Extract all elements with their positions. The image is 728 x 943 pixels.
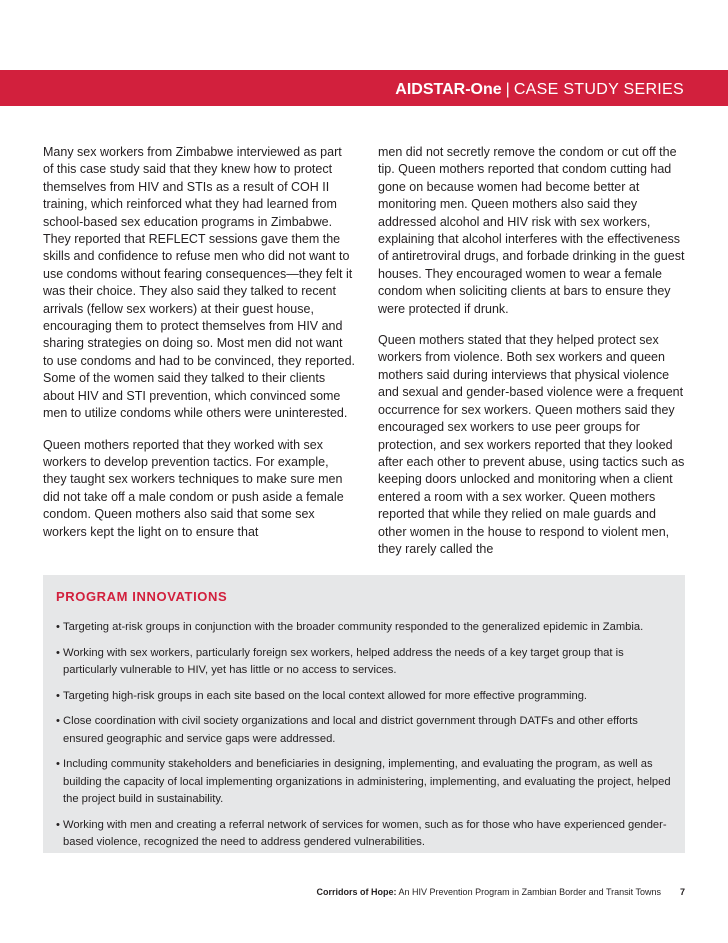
- bullet-icon: •: [56, 715, 60, 727]
- page-number: 7: [680, 887, 686, 897]
- brand-name: AIDSTAR-One: [395, 81, 502, 98]
- series-name: CASE STUDY SERIES: [513, 81, 684, 98]
- paragraph: Queen mothers stated that they helped protect sex workers from violence. Both sex workers and queen mothers said during interviews that physical violence and sexual and gender-based violence were a frequent occurrence for sex workers. Queen mothers said they encouraged sex workers to use peer groups for protection, and sex workers reported that they looked after each other to prevent abuse, using tactics such as keeping doors unlocked and monitoring when a client entered a room with a sex worker. Queen mothers reported that while they relied on male guards and other women in the house to respond to violent men, they rarely called the: [378, 333, 685, 556]
- bullet-icon: •: [56, 689, 60, 702]
- bullet-icon: •: [56, 646, 60, 659]
- footer-subtitle: An HIV Prevention Program in Zambian Border and Transit Towns: [398, 887, 661, 897]
- paragraph: Queen mothers reported that they worked with sex workers to develop prevention tactics. For example, they taught sex workers techniques to make sure men did not take off a male condom or push aside a female condom. Queen mothers also said that some sex workers kept the light on to ensure that: [43, 437, 344, 539]
- list-item: [56, 817, 678, 852]
- list-item: [56, 619, 678, 637]
- header-band: [0, 70, 728, 106]
- bullet-icon: •: [56, 818, 60, 831]
- list-item: [56, 688, 678, 706]
- right-column: [378, 144, 686, 572]
- footer: [317, 887, 661, 897]
- footer-title: Corridors of Hope:: [316, 887, 397, 897]
- list-item-text: Close coordination with civil society organizations and local and district government through DATFs and other efforts ensured geographic and service gaps were addressed.: [63, 715, 638, 745]
- program-innovations-box: [43, 575, 685, 853]
- list-item: [56, 713, 678, 748]
- innovations-list: [56, 619, 678, 860]
- list-item-text: Including community stakeholders and beneficiaries in designing, implementing, and evaluating the program, as well as building the capacity of local implementing organizations in administering, implementing, and evaluating the project, helped the project build in sustainability.: [63, 758, 671, 805]
- paragraph: men did not secretly remove the condom or cut off the tip. Queen mothers reported that condom cutting had gone on because women had become better at monitoring men. Queen mothers also said they addressed alcohol and HIV risk with sex workers, explaining that alcohol interferes with the effectiveness of antiretroviral drugs, and forbade drinking in the guest houses. They encouraged women to wear a female condom when soliciting clients at bars to ensure they were protected if drunk.: [378, 145, 685, 316]
- list-item: [56, 645, 678, 680]
- paragraph: Many sex workers from Zimbabwe interviewed as part of this case study said that they knew how to protect themselves from HIV and STIs as a result of COH II training, which reinforced what they had learned from school-based sex education programs in Zimbabwe. They reported that REFLECT sessions gave them the skills and confidence to refuse men who did not want to use condoms without fearing consequences—they felt it was their choice. They also said they talked to recent arrivals (fellow sex workers) at their guest house, encouraging them to protect themselves from HIV and sharing strategies on doing so. Most men did not want to use condoms and had to be convinced, they reported. Some of the women said they talked to their clients about HIV and STI prevention, which convinced some men to utilize condoms while others were uninterested.: [43, 145, 356, 421]
- list-item-text: Targeting high-risk groups in each site based on the local context allowed for more effective programming.: [63, 689, 588, 702]
- header-separator: |: [505, 81, 510, 98]
- bullet-icon: •: [56, 758, 60, 770]
- bullet-icon: •: [56, 621, 60, 633]
- list-item-text: Targeting at-risk groups in conjunction with the broader community responded to the generalized epidemic in Zambia.: [63, 621, 644, 633]
- list-item: [56, 756, 678, 809]
- box-title: PROGRAM INNOVATIONS: [56, 589, 228, 604]
- left-column: [43, 144, 355, 555]
- list-item-text: Working with sex workers, particularly foreign sex workers, helped address the needs of a key target group that is particularly vulnerable to HIV, yet has little or no access to services.: [63, 646, 624, 676]
- series-header: [395, 80, 684, 100]
- list-item-text: Working with men and creating a referral network of services for women, such as for those who have experienced gender-based violence, recognized the need to address gendered vulnerabilities.: [63, 818, 667, 848]
